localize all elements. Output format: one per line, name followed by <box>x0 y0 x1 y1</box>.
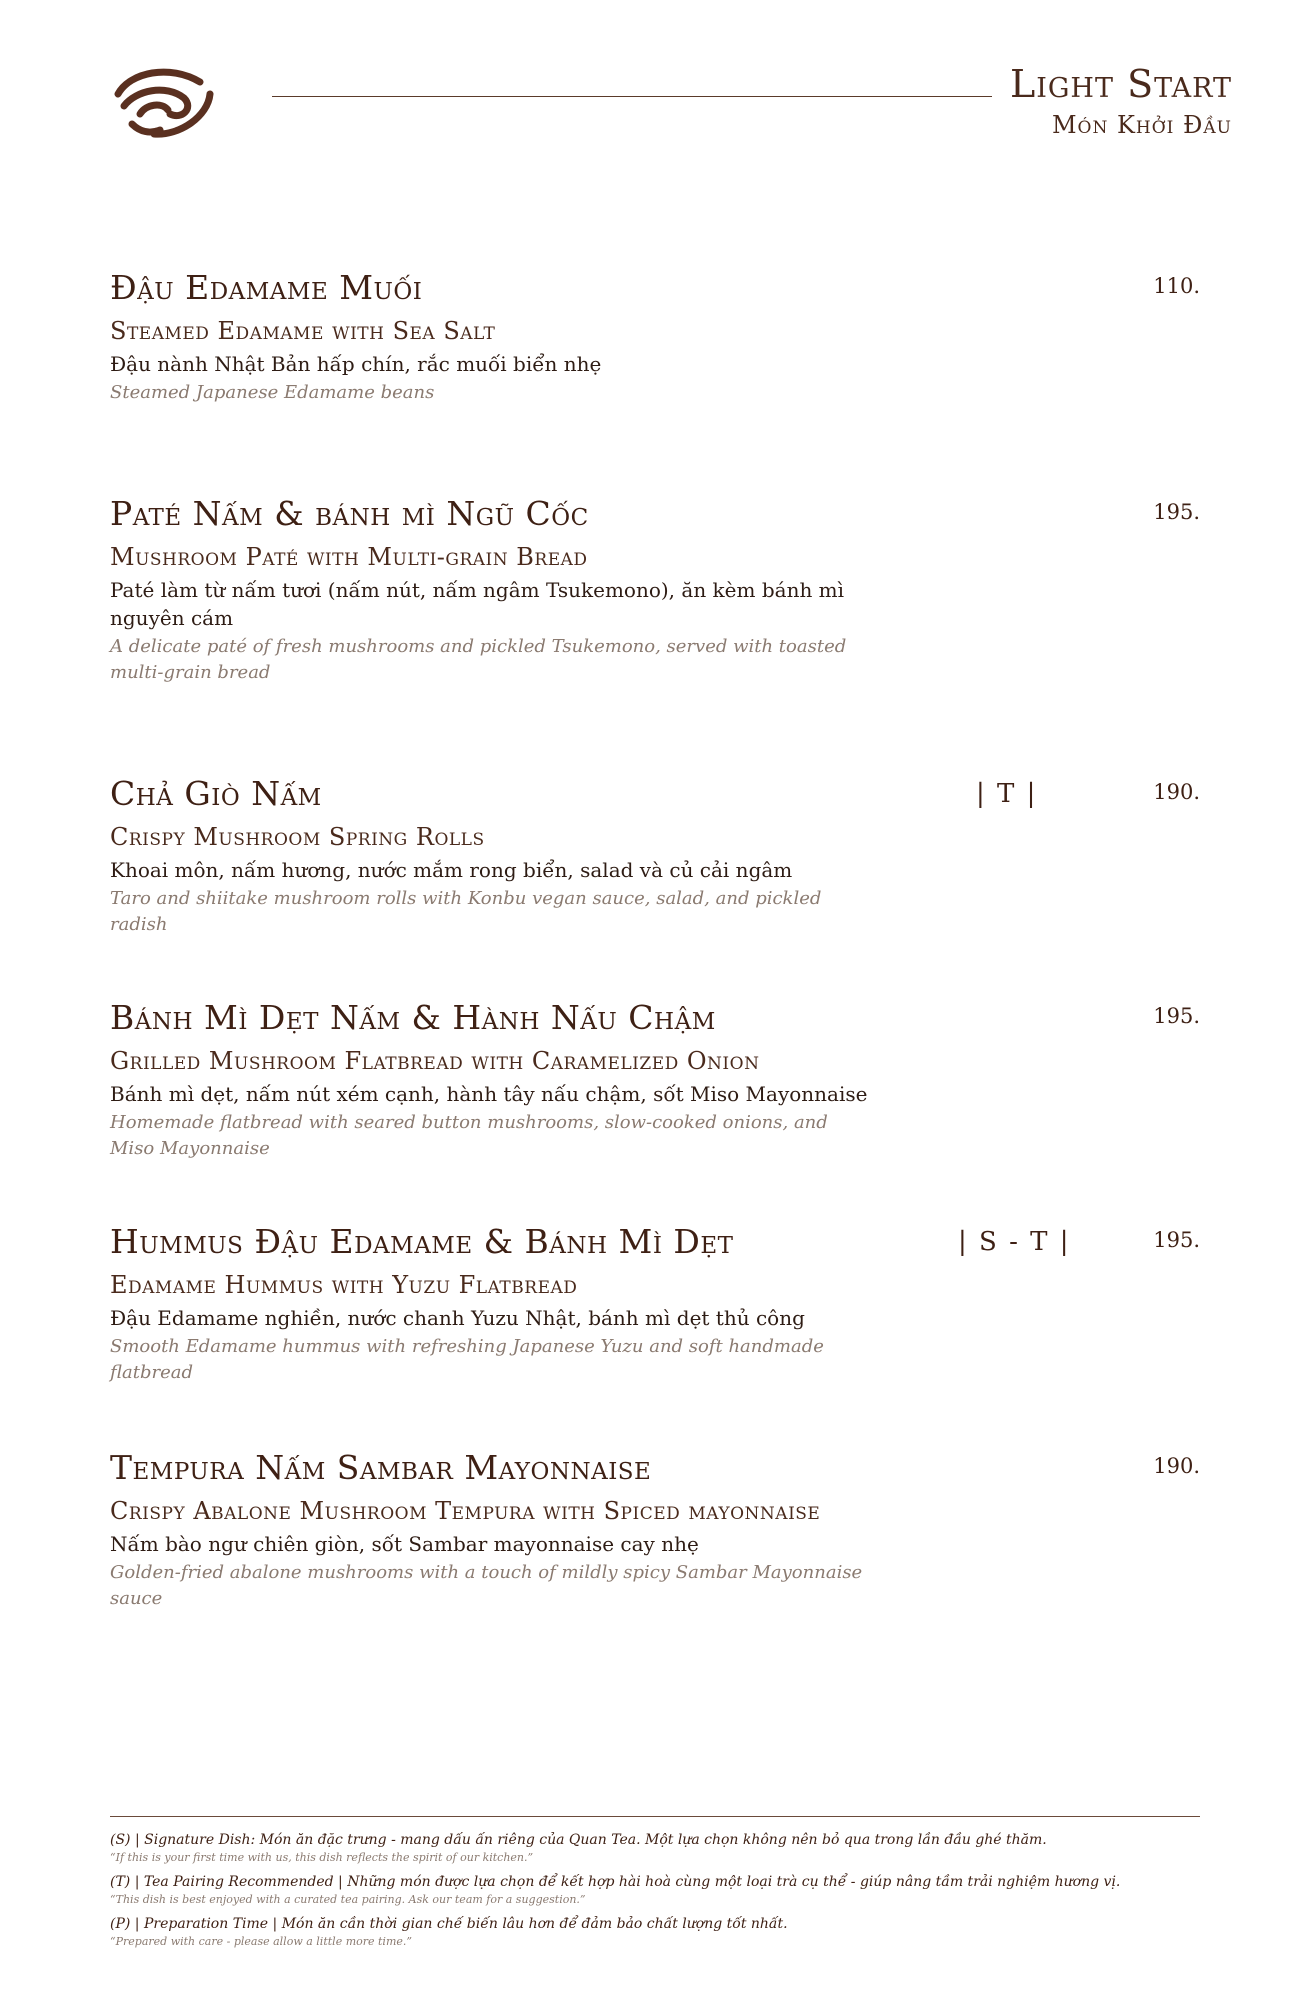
item-vietnamese-description: Nấm bào ngư chiên giòn, sốt Sambar mayonnaise cay nhẹ <box>110 1532 699 1556</box>
item-price: 190. <box>1153 780 1200 804</box>
item-vietnamese-description: Paté làm từ nấm tươi (nấm nút, nấm ngâm Tsukemono), ăn kèm bánh mì nguyên cám <box>110 578 845 630</box>
footnote-main: (P) | Preparation Time | Món ăn cần thời gian chế biến lâu hơn để đảm bảo chất lượng tốt nhất. <box>110 1916 788 1932</box>
menu-item <box>110 774 1200 938</box>
menu-item <box>110 268 1200 406</box>
footnote-signature <box>110 1830 1200 1866</box>
menu-item <box>110 998 1200 1162</box>
item-english-name: Mushroom Paté with Multi-grain Bread <box>110 543 588 571</box>
item-price: 110. <box>1153 274 1200 298</box>
item-vietnamese-description: Đậu nành Nhật Bản hấp chín, rắc muối biển nhẹ <box>110 352 602 376</box>
item-vietnamese-description: Bánh mì dẹt, nấm nút xém cạnh, hành tây nấu chậm, sốt Miso Mayonnaise <box>110 1082 868 1106</box>
item-tag: | S - T | <box>958 1227 1071 1257</box>
item-name: Bánh Mì Dẹt Nấm & Hành Nấu Chậm <box>110 998 716 1037</box>
item-price: 195. <box>1153 1228 1200 1252</box>
item-english-description: Taro and shiitake mushroom rolls with Konbu vegan sauce, salad, and pickled radish <box>110 888 822 935</box>
item-english-description: Golden-fried abalone mushrooms with a touch of mildly spicy Sambar Mayonnaise sauce <box>110 1562 863 1609</box>
menu-item <box>110 494 1200 686</box>
menu-item <box>110 1222 1200 1386</box>
item-english-description: Smooth Edamame hummus with refreshing Japanese Yuzu and soft handmade flatbread <box>110 1336 824 1383</box>
item-name: Đậu Edamame Muối <box>110 268 423 307</box>
page-title: Light Start <box>1009 62 1232 106</box>
item-english-name: Edamame Hummus with Yuzu Flatbread <box>110 1271 578 1299</box>
footnote-main: (T) | Tea Pairing Recommended | Những món được lựa chọn để kết hợp hài hoà cùng một loại trà cụ thể - giúp nâng tầm trải nghiệm hương vị. <box>110 1874 1121 1890</box>
item-price: 190. <box>1153 1454 1200 1478</box>
footnote-sub: “If this is your first time with us, this dish reflects the spirit of our kitchen.” <box>110 1851 534 1864</box>
header-divider <box>272 96 992 97</box>
page-subtitle: Món Khởi Đầu <box>1051 111 1232 139</box>
footnote-sub: “This dish is best enjoyed with a curated tea pairing. Ask our team for a suggestion.” <box>110 1893 586 1906</box>
item-vietnamese-description: Đậu Edamame nghiền, nước chanh Yuzu Nhật, bánh mì dẹt thủ công <box>110 1306 805 1330</box>
item-english-description: Homemade flatbread with seared button mushrooms, slow-cooked onions, and Miso Mayonnaise <box>110 1112 828 1159</box>
item-name: Tempura Nấm Sambar Mayonnaise <box>110 1448 652 1487</box>
footnote-tea-pairing <box>110 1872 1200 1908</box>
footnote-main: (S) | Signature Dish: Món ăn đặc trưng - mang dấu ấn riêng của Quan Tea. Một lựa chọn không nên bỏ qua trong lần đầu ghé thăm. <box>110 1832 1047 1848</box>
item-name: Chả Giò Nấm <box>110 774 322 813</box>
footnotes <box>110 1830 1200 1956</box>
item-name: Hummus Đậu Edamame & Bánh Mì Dẹt <box>110 1222 734 1261</box>
menu-item <box>110 1448 1200 1612</box>
item-vietnamese-description: Khoai môn, nấm hương, nước mắm rong biển, salad và củ cải ngâm <box>110 858 793 882</box>
item-name: Paté Nấm & bánh mì Ngũ Cốc <box>110 494 589 533</box>
footnote-sub: “Prepared with care - please allow a little more time.” <box>110 1935 413 1948</box>
swirl-logo-icon <box>110 54 220 144</box>
footer-divider <box>110 1816 1200 1817</box>
item-english-description: Steamed Japanese Edamame beans <box>110 382 435 403</box>
page-header <box>1010 62 1232 140</box>
item-english-name: Crispy Abalone Mushroom Tempura with Spiced mayonnaise <box>110 1497 821 1525</box>
item-english-name: Steamed Edamame with Sea Salt <box>110 317 496 345</box>
item-english-name: Crispy Mushroom Spring Rolls <box>110 823 485 851</box>
item-tag: | T | <box>976 779 1038 809</box>
footnote-preparation-time <box>110 1914 1200 1950</box>
item-price: 195. <box>1153 1004 1200 1028</box>
item-price: 195. <box>1153 500 1200 524</box>
item-english-description: A delicate paté of fresh mushrooms and pickled Tsukemono, served with toasted multi-grain bread <box>110 636 847 683</box>
item-english-name: Grilled Mushroom Flatbread with Caramelized Onion <box>110 1047 760 1075</box>
